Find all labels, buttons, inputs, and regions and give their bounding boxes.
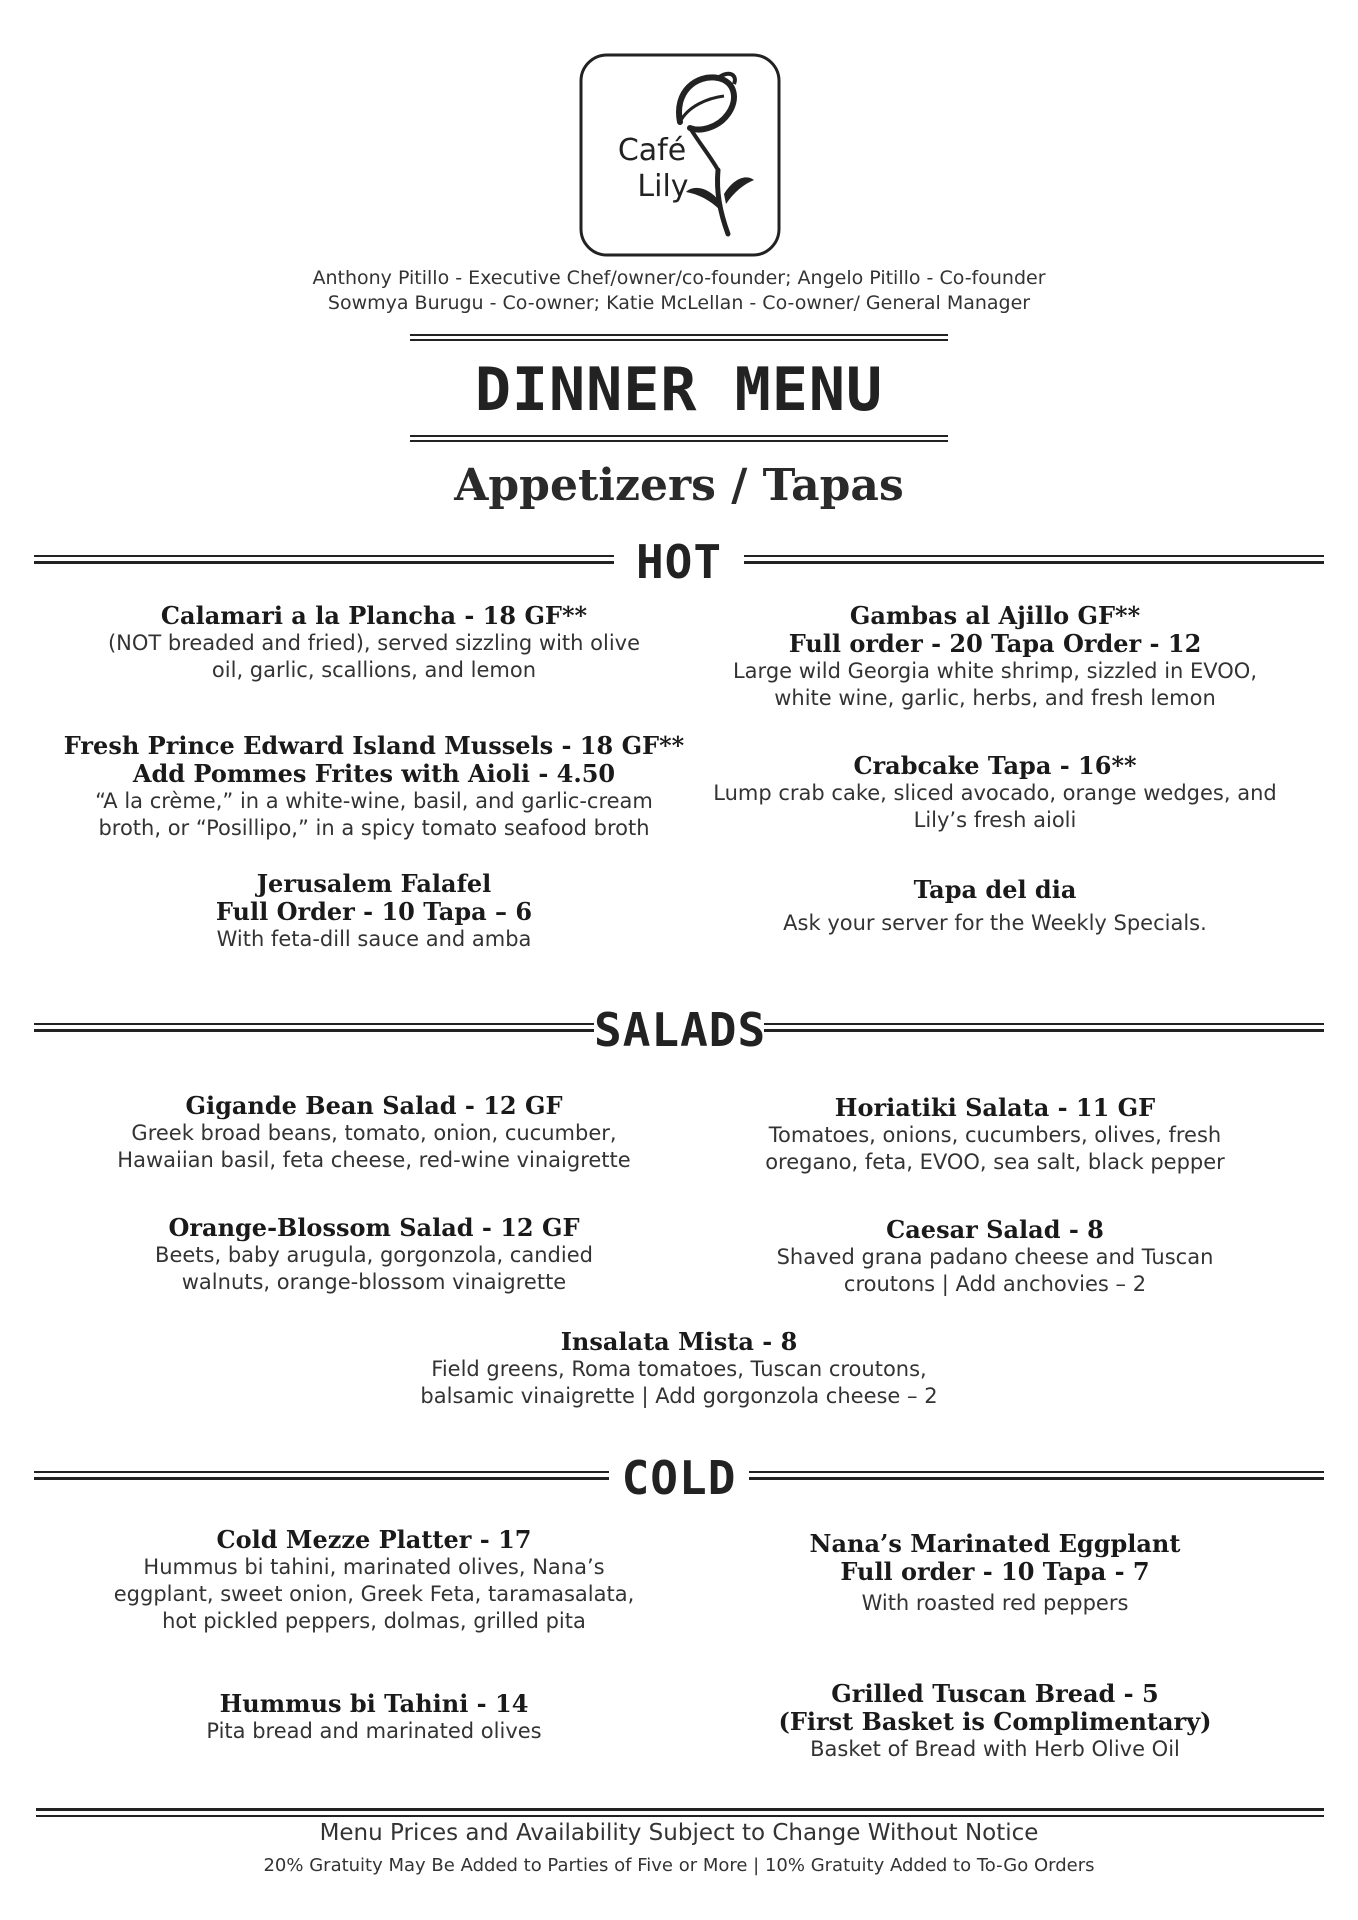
page-title: DINNER MENU [474, 355, 884, 425]
item-name: Add Pommes Frites with Aioli - 4.50 [132, 759, 616, 788]
item-desc: With feta-dill sauce and amba [216, 927, 532, 951]
cafe-lily-logo [578, 52, 782, 258]
item-name: Tapa del dia [913, 875, 1077, 904]
item-desc: oregano, feta, EVOO, sea salt, black pepper [765, 1150, 1225, 1174]
menu-item [54, 870, 694, 953]
item-desc: Pita bread and marinated olives [206, 1719, 542, 1743]
salads-label: SALADS [594, 1003, 767, 1057]
menu-item [680, 876, 1310, 937]
menu-item [680, 1680, 1310, 1763]
item-desc: hot pickled peppers, dolmas, grilled pita [162, 1609, 586, 1633]
hot-label: HOT [635, 535, 723, 589]
item-desc: (NOT breaded and fried), served sizzling with olive [107, 631, 641, 655]
divider-line [34, 1023, 594, 1032]
logo-word-lily: Lily [637, 169, 689, 204]
item-name: Hummus bi Tahini - 14 [219, 1689, 529, 1718]
item-desc: walnuts, orange-blossom vinaigrette [181, 1270, 567, 1294]
menu-item [680, 752, 1310, 834]
item-name: Jerusalem Falafel [256, 869, 492, 898]
divider-line [744, 555, 1324, 564]
item-desc: Lily’s fresh aioli [913, 808, 1077, 832]
item-desc: eggplant, sweet onion, Greek Feta, taramasalata, [113, 1582, 635, 1606]
item-name: Full Order - 10 Tapa – 6 [215, 897, 533, 926]
item-desc: balsamic vinaigrette | Add gorgonzola cheese – 2 [420, 1384, 938, 1408]
item-desc: “A la crème,” in a white-wine, basil, and garlic-cream [95, 789, 653, 813]
logo-word-cafe: Café [617, 133, 687, 168]
item-desc: Large wild Georgia white shrimp, sizzled in EVOO, [732, 659, 1258, 683]
menu-item [680, 1094, 1310, 1176]
divider-line [749, 1471, 1324, 1480]
item-desc: broth, or “Posillipo,” in a spicy tomato seafood broth [98, 816, 650, 840]
divider-line [34, 555, 614, 564]
item-desc: Ask your server for the Weekly Specials. [783, 911, 1207, 935]
item-desc: white wine, garlic, herbs, and fresh lemon [774, 686, 1216, 710]
item-name: Orange-Blossom Salad - 12 GF [168, 1213, 580, 1242]
item-name: Insalata Mista - 8 [560, 1327, 798, 1356]
menu-item [680, 1530, 1310, 1617]
item-name: (First Basket is Complimentary) [778, 1707, 1212, 1736]
item-desc: Tomatoes, onions, cucumbers, olives, fresh [768, 1123, 1222, 1147]
menu-item [680, 1216, 1310, 1298]
item-desc: With roasted red peppers [861, 1591, 1129, 1615]
owners-line: Sowmya Burugu - Co-owner; Katie McLellan - Co-owner/ General Manager [327, 292, 1031, 314]
item-name: Fresh Prince Edward Island Mussels - 18 GF** [63, 731, 685, 760]
item-name: Gigande Bean Salad - 12 GF [185, 1091, 563, 1120]
item-desc: Greek broad beans, tomato, onion, cucumber, [131, 1121, 617, 1145]
item-name: Caesar Salad - 8 [886, 1215, 1104, 1244]
owners-credits [230, 266, 1128, 316]
item-desc: Lump crab cake, sliced avocado, orange wedges, and [713, 781, 1277, 805]
item-name: Cold Mezze Platter - 17 [216, 1525, 532, 1554]
item-name: Gambas al Ajillo GF** [849, 601, 1141, 630]
menu-item [54, 1690, 694, 1745]
menu-item [54, 1214, 694, 1296]
menu-item [54, 602, 694, 684]
menu-item [54, 732, 694, 842]
item-desc: oil, garlic, scallions, and lemon [211, 658, 537, 682]
divider-line [764, 1023, 1324, 1032]
menu-item [54, 1526, 694, 1635]
item-desc: Shaved grana padano cheese and Tuscan [776, 1245, 1214, 1269]
item-desc: Beets, baby arugula, gorgonzola, candied [155, 1243, 593, 1267]
menu-item [680, 602, 1310, 712]
item-name: Calamari a la Plancha - 18 GF** [160, 601, 588, 630]
footer-rule [36, 1808, 1324, 1817]
owners-line: Anthony Pitillo - Executive Chef/owner/co-founder; Angelo Pitillo - Co-founder [312, 267, 1046, 289]
divider-line [34, 1471, 609, 1480]
item-desc: croutons | Add anchovies – 2 [843, 1272, 1147, 1296]
item-name: Horiatiki Salata - 11 GF [834, 1093, 1156, 1122]
footer-notice: Menu Prices and Availability Subject to Change Without Notice [319, 1820, 1039, 1846]
title-rule-bottom [410, 435, 948, 442]
menu-item [54, 1092, 694, 1174]
item-desc: Field greens, Roma tomatoes, Tuscan croutons, [431, 1357, 927, 1381]
item-name: Full order - 10 Tapa - 7 [840, 1557, 1150, 1586]
item-name: Grilled Tuscan Bread - 5 [831, 1679, 1159, 1708]
item-desc: Basket of Bread with Herb Olive Oil [810, 1737, 1180, 1761]
item-name: Crabcake Tapa - 16** [853, 751, 1137, 780]
cold-label: COLD [621, 1451, 737, 1505]
item-desc: Hawaiian basil, feta cheese, red-wine vinaigrette [117, 1148, 631, 1172]
item-name: Nana’s Marinated Eggplant [809, 1529, 1181, 1558]
cold-divider [34, 1448, 1324, 1508]
title-rule-top [410, 334, 948, 341]
salads-divider [34, 1000, 1324, 1060]
section-title: Appetizers / Tapas [454, 460, 904, 511]
hot-divider [34, 532, 1324, 592]
footer-gratuity: 20% Gratuity May Be Added to Parties of Five or More | 10% Gratuity Added to To-Go Orders [263, 1855, 1095, 1876]
item-name: Full order - 20 Tapa Order - 12 [788, 629, 1202, 658]
item-desc: Hummus bi tahini, marinated olives, Nana’s [143, 1555, 605, 1579]
menu-item [340, 1328, 1018, 1410]
